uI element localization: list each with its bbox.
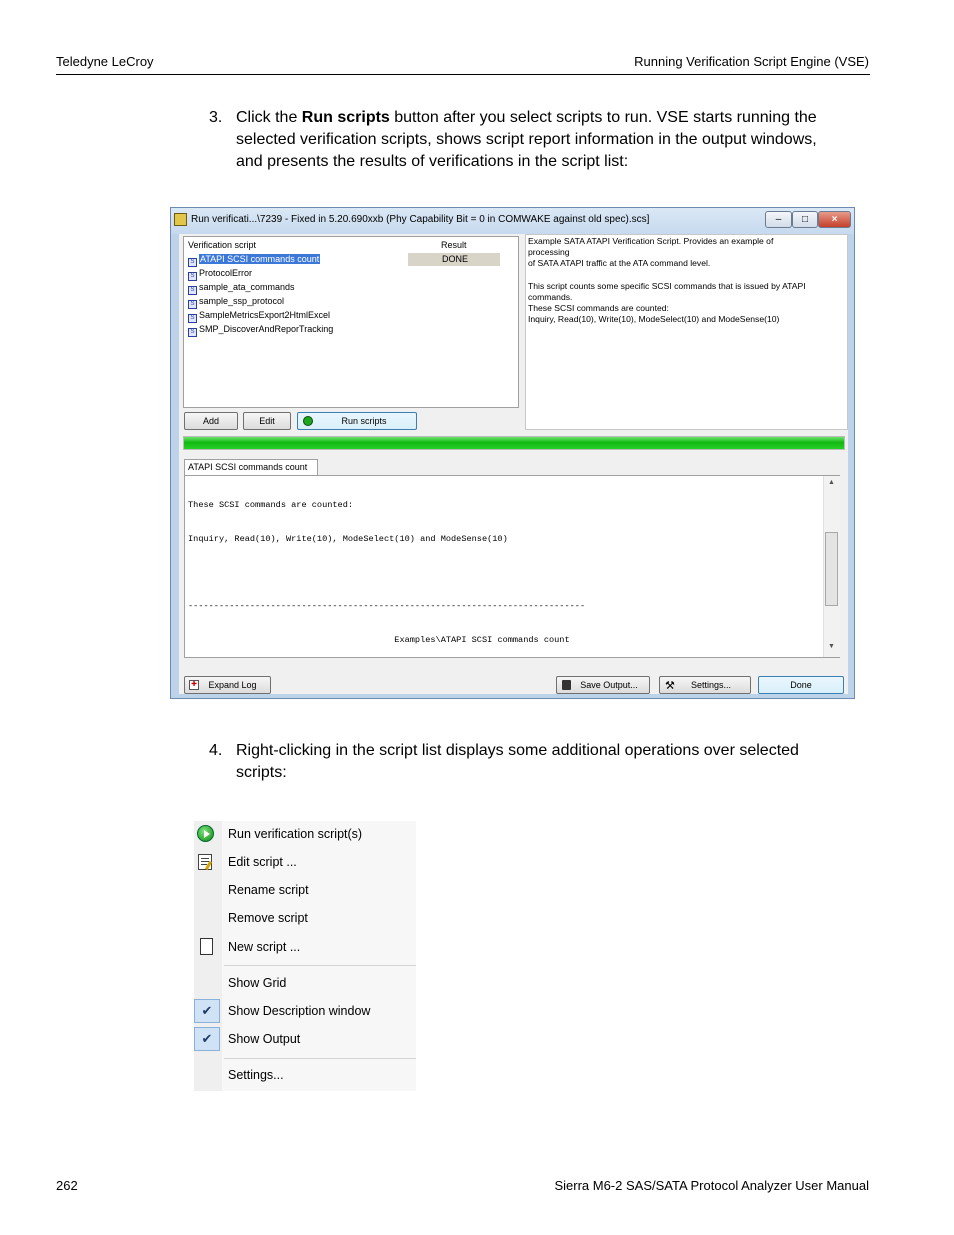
header-right: Running Verification Script Engine (VSE) bbox=[634, 54, 869, 69]
script-list[interactable] bbox=[183, 236, 519, 408]
output-tab[interactable] bbox=[184, 459, 318, 475]
menu-item-show-description[interactable]: Show Description window bbox=[228, 1004, 371, 1018]
header-rule bbox=[56, 74, 870, 75]
output-line: Examples\ATAPI SCSI commands count bbox=[188, 634, 570, 645]
run-icon bbox=[197, 825, 214, 842]
step4-text bbox=[236, 740, 876, 784]
step3-line3: and presents the results of verifications in the script list: bbox=[236, 153, 629, 170]
col-header-result: Result bbox=[441, 240, 467, 250]
step3-line2: selected verification scripts, shows script report information in the output windows, bbox=[236, 131, 817, 148]
step3-pre: Click the bbox=[236, 109, 302, 126]
description-line: These SCSI commands are counted: bbox=[528, 303, 669, 314]
add-button[interactable]: Add bbox=[184, 412, 238, 430]
script-icon: S bbox=[188, 258, 197, 267]
header-left: Teledyne LeCroy bbox=[56, 54, 154, 69]
expand-icon: ✚ bbox=[189, 680, 199, 690]
window-client bbox=[179, 234, 848, 694]
script-icon: S bbox=[188, 272, 197, 281]
progress-bar bbox=[183, 436, 845, 450]
new-document-icon bbox=[200, 938, 213, 955]
menu-item-show-output[interactable]: Show Output bbox=[228, 1032, 301, 1046]
description-line: of SATA ATAPI traffic at the ATA command level. bbox=[528, 258, 711, 269]
output-tab-label: ATAPI SCSI commands count bbox=[188, 462, 308, 472]
script-name: ATAPI SCSI commands count bbox=[200, 254, 320, 264]
scroll-thumb[interactable] bbox=[825, 532, 838, 606]
script-name: ProtocolError bbox=[199, 268, 253, 278]
window-title: Run verificati...\7239 - Fixed in 5.20.690xxb (Phy Capability Bit = 0 in COMWAKE against old spec).scs] bbox=[191, 214, 650, 225]
description-line: Example SATA ATAPI Verification Script. Provides an example of bbox=[528, 236, 774, 246]
menu-separator bbox=[224, 965, 416, 966]
vse-run-window bbox=[170, 207, 855, 699]
script-item[interactable] bbox=[188, 253, 320, 266]
description-line: Inquiry, Read(10), Write(10), ModeSelect(10) and ModeSense(10) bbox=[528, 314, 780, 325]
description-line: This script counts some specific SCSI commands that is issued by ATAPI bbox=[528, 280, 806, 291]
script-item[interactable] bbox=[188, 281, 295, 294]
step3-number: 3. bbox=[209, 109, 223, 126]
footer-title: Sierra M6-2 SAS/SATA Protocol Analyzer User Manual bbox=[554, 1178, 869, 1193]
output-line: ----------------------------------------------------------------------------- bbox=[188, 601, 586, 612]
done-button[interactable]: Done bbox=[758, 676, 844, 694]
menu-item-new[interactable]: New script ... bbox=[228, 940, 301, 954]
script-item[interactable] bbox=[188, 309, 330, 322]
script-name: SampleMetricsExport2HtmlExcel bbox=[199, 310, 331, 320]
step4-line1: Right-clicking in the script list displays some additional operations over selected bbox=[236, 742, 799, 759]
output-line: These SCSI commands are counted: bbox=[188, 500, 354, 511]
settings-label: Settings... bbox=[690, 680, 732, 690]
close-button[interactable]: × bbox=[818, 211, 851, 228]
output-line bbox=[188, 568, 822, 579]
progress-fill bbox=[184, 437, 844, 449]
description-text bbox=[528, 236, 844, 325]
checkmark-icon: ✔ bbox=[194, 1027, 220, 1051]
menu-item-remove[interactable]: Remove script bbox=[228, 911, 308, 925]
description-line bbox=[528, 270, 844, 281]
script-icon: S bbox=[188, 286, 197, 295]
scroll-down-icon[interactable]: ▼ bbox=[828, 643, 835, 650]
tools-icon: ⚒ bbox=[665, 680, 675, 692]
col-header-script: Verification script bbox=[188, 240, 257, 250]
menu-separator bbox=[224, 1058, 416, 1059]
description-line: commands. bbox=[528, 291, 573, 302]
settings-button[interactable] bbox=[659, 676, 751, 694]
scroll-up-icon[interactable]: ▲ bbox=[828, 479, 835, 486]
menu-item-show-grid[interactable]: Show Grid bbox=[228, 976, 287, 990]
save-output-label: Save Output... bbox=[580, 680, 638, 690]
menu-item-run[interactable]: Run verification script(s) bbox=[228, 827, 363, 841]
menu-item-rename[interactable]: Rename script bbox=[228, 883, 309, 897]
run-scripts-button[interactable] bbox=[297, 412, 417, 430]
app-icon bbox=[174, 213, 187, 226]
save-output-button[interactable] bbox=[556, 676, 650, 694]
run-scripts-label: Run scripts bbox=[341, 416, 387, 426]
step3-text bbox=[236, 107, 876, 173]
save-icon bbox=[562, 680, 571, 690]
step4-line2: scripts: bbox=[236, 764, 287, 781]
result-done: DONE bbox=[442, 254, 469, 264]
description-panel[interactable] bbox=[525, 234, 848, 430]
step3-line1: button after you select scripts to run. VSE starts running the bbox=[389, 109, 817, 126]
expand-log-button[interactable] bbox=[184, 676, 271, 694]
output-text bbox=[188, 478, 822, 655]
run-icon bbox=[303, 416, 313, 426]
step4-number: 4. bbox=[209, 742, 223, 759]
checkmark-icon: ✔ bbox=[194, 999, 220, 1023]
script-name: sample_ssp_protocol bbox=[199, 296, 285, 306]
menu-item-edit[interactable]: Edit script ... bbox=[228, 855, 297, 869]
output-window[interactable] bbox=[184, 475, 840, 658]
output-line: Inquiry, Read(10), Write(10), ModeSelect(10) and ModeSense(10) bbox=[188, 534, 508, 545]
script-name: sample_ata_commands bbox=[199, 282, 295, 292]
script-item[interactable] bbox=[188, 323, 333, 336]
minimize-button[interactable]: – bbox=[765, 211, 792, 228]
window-titlebar[interactable] bbox=[171, 208, 854, 234]
script-name: SMP_DiscoverAndReporTracking bbox=[199, 324, 334, 334]
edit-icon bbox=[198, 854, 212, 870]
script-icon: S bbox=[188, 314, 197, 323]
script-item[interactable] bbox=[188, 267, 252, 280]
script-icon: S bbox=[188, 300, 197, 309]
script-icon: S bbox=[188, 328, 197, 337]
script-item[interactable] bbox=[188, 295, 284, 308]
output-scrollbar[interactable] bbox=[823, 476, 840, 657]
page-number: 262 bbox=[56, 1178, 78, 1193]
expand-log-label: Expand Log bbox=[208, 680, 257, 690]
edit-button[interactable]: Edit bbox=[243, 412, 291, 430]
maximize-button[interactable]: □ bbox=[792, 211, 818, 228]
context-menu bbox=[194, 821, 416, 1091]
step3-bold: Run scripts bbox=[301, 109, 390, 126]
menu-item-settings[interactable]: Settings... bbox=[228, 1068, 284, 1082]
description-line: processing bbox=[528, 247, 570, 258]
